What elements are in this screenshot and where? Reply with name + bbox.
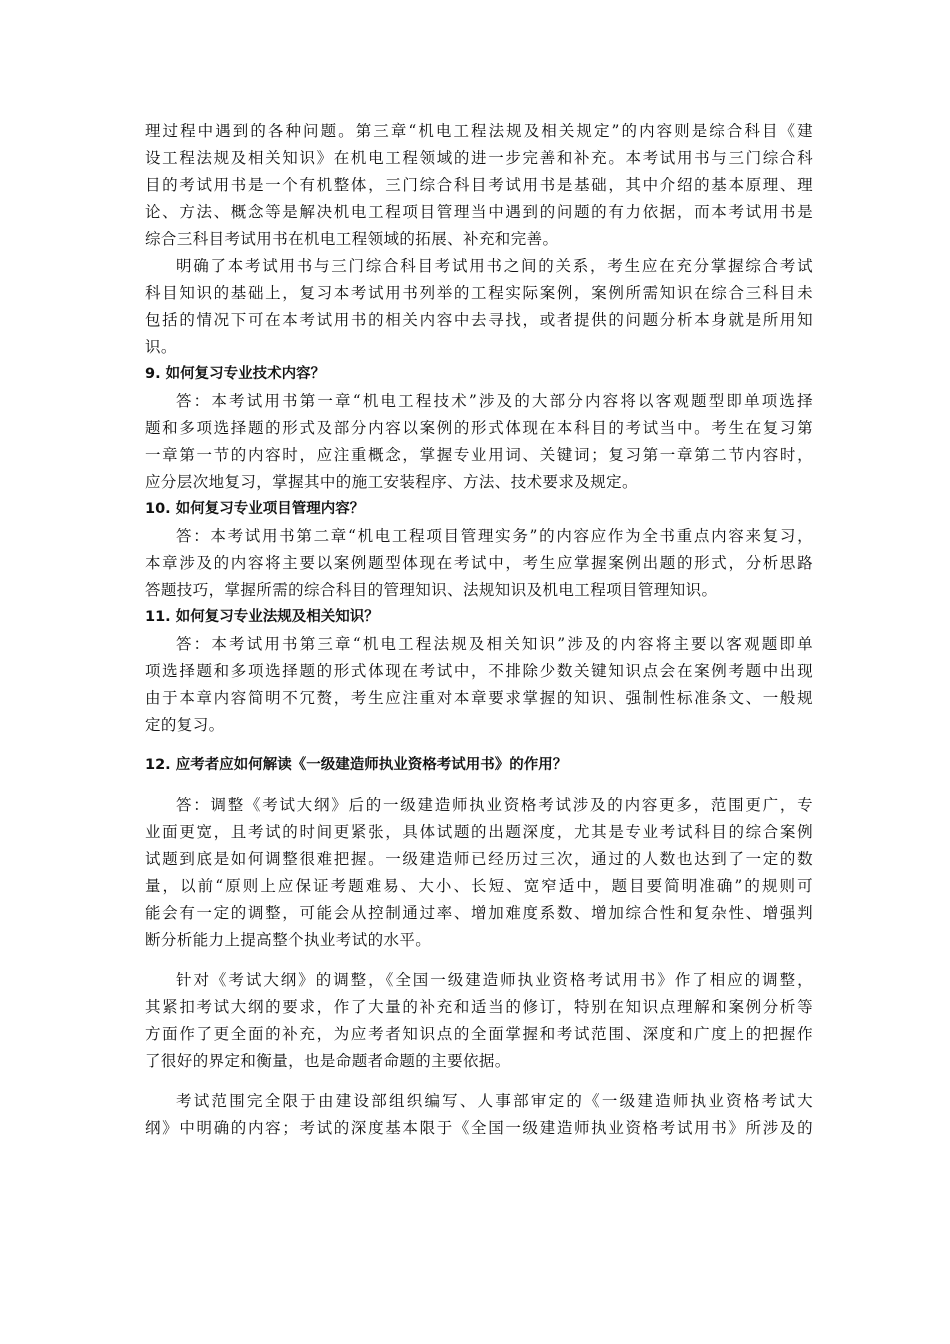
text-line: 包括的情况下可在本考试用书的相关内容中去寻找，或者提供的问题分析本身就是所用知 — [145, 311, 813, 329]
text-line: 了很好的界定和衡量，也是命题者命题的主要依据。 — [145, 1052, 511, 1070]
answer-paragraph — [145, 388, 813, 496]
answer-paragraph — [145, 523, 813, 604]
text-line: 方面作了更全面的补充，为应考者知识点的全面掌握和考试范围、深度和广度上的把握作 — [145, 1025, 813, 1043]
text-line: 定的复习。 — [145, 716, 225, 734]
text-line: 其紧扣考试大纲的要求，作了大量的补充和适当的修订，特别在知识点理解和案例分析等 — [145, 998, 813, 1016]
paragraph — [145, 1088, 813, 1142]
text-line: 科目知识的基础上，复习本考试用书列举的工程实际案例，案例所需知识在综合三科目未 — [145, 284, 813, 302]
text-line: 量，以前“原则上应保证考题难易、大小、长短、宽窄适中，题目要简明准确”的规则可 — [145, 877, 813, 895]
text-line: 针对《考试大纲》的调整，《全国一级建造师执业资格考试用书》作了相应的调整， — [176, 971, 813, 989]
text-line: 理过程中遇到的各种问题。第三章“机电工程法规及相关规定”的内容则是综合科目《建 — [145, 122, 813, 140]
section-heading: 10. 如何复习专业项目管理内容？ — [145, 501, 365, 517]
text-line: 考试范围完全限于由建设部组织编写、人事部审定的《一级建造师执业资格考试大 — [176, 1092, 813, 1110]
text-line: 本章涉及的内容将主要以案例题型体现在考试中，考生应掌握案例出题的形式，分析思路 — [145, 554, 813, 572]
text-line: 论、方法、概念等是解决机电工程项目管理当中遇到的问题的有力依据，而本考试用书是 — [145, 203, 813, 221]
answer-paragraph — [145, 792, 813, 954]
document-page — [145, 118, 813, 1142]
text-line: 项选择题和多项选择题的形式体现在考试中，不排除少数关键知识点会在案例考题中出现 — [145, 662, 813, 680]
text-line: 答：本考试用书第三章“机电工程法规及相关知识”涉及的内容将主要以客观题即单 — [176, 635, 813, 653]
text-line: 试题到底是如何调整很难把握。一级建造师已经历过三次，通过的人数也达到了一定的数 — [145, 850, 813, 868]
text-line: 能会有一定的调整，可能会从控制通过率、增加难度系数、增加综合性和复杂性、增强判 — [145, 904, 813, 922]
text-line: 题和多项选择题的形式及部分内容以案例的形式体现在本科目的考试当中。考生在复习第 — [145, 419, 813, 437]
text-line: 综合三科目考试用书在机电工程领域的拓展、补充和完善。 — [145, 230, 559, 248]
text-line: 目的考试用书是一个有机整体，三门综合科目考试用书是基础，其中介绍的基本原理、理 — [145, 176, 813, 194]
paragraph — [145, 253, 813, 361]
text-line: 答：本考试用书第一章“机电工程技术”涉及的大部分内容将以客观题型即单项选择 — [176, 392, 813, 410]
text-line: 答题技巧，掌握所需的综合科目的管理知识、法规知识及机电工程项目管理知识。 — [145, 581, 718, 599]
text-line: 设工程法规及相关知识》在机电工程领域的进一步完善和补充。本考试用书与三门综合科 — [145, 149, 813, 167]
text-line: 应分层次地复习，掌握其中的施工安装程序、方法、技术要求及规定。 — [145, 473, 638, 491]
text-line: 断分析能力上提高整个执业考试的水平。 — [145, 931, 432, 949]
text-line: 答：调整《考试大纲》后的一级建造师执业资格考试涉及的内容更多，范围更广，专 — [176, 796, 813, 814]
section-heading: 9. 如何复习专业技术内容？ — [145, 366, 326, 382]
paragraph-continuation — [145, 118, 813, 253]
text-line: 识。 — [145, 338, 177, 356]
text-line: 业面更宽，且考试的时间更紧张，具体试题的出题深度，尤其是专业考试科目的综合案例 — [145, 823, 813, 841]
text-line: 一章第一节的内容时，应注重概念，掌握专业用词、关键词；复习第一章第二节内容时， — [145, 446, 813, 464]
section-heading: 11. 如何复习专业法规及相关知识？ — [145, 609, 379, 625]
text-line: 答：本考试用书第二章“机电工程项目管理实务”的内容应作为全书重点内容来复习， — [176, 527, 813, 545]
section-heading: 12. 应考者应如何解读《一级建造师执业资格考试用书》的作用？ — [145, 757, 568, 773]
text-line: 纲》中明确的内容；考试的深度基本限于《全国一级建造师执业资格考试用书》所涉及的 — [145, 1119, 813, 1137]
text-line: 由于本章内容简明不冗赘，考生应注重对本章要求掌握的知识、强制性标准条文、一般规 — [145, 689, 813, 707]
answer-paragraph — [145, 631, 813, 739]
text-line: 明确了本考试用书与三门综合科目考试用书之间的关系，考生应在充分掌握综合考试 — [176, 257, 813, 275]
paragraph — [145, 967, 813, 1075]
